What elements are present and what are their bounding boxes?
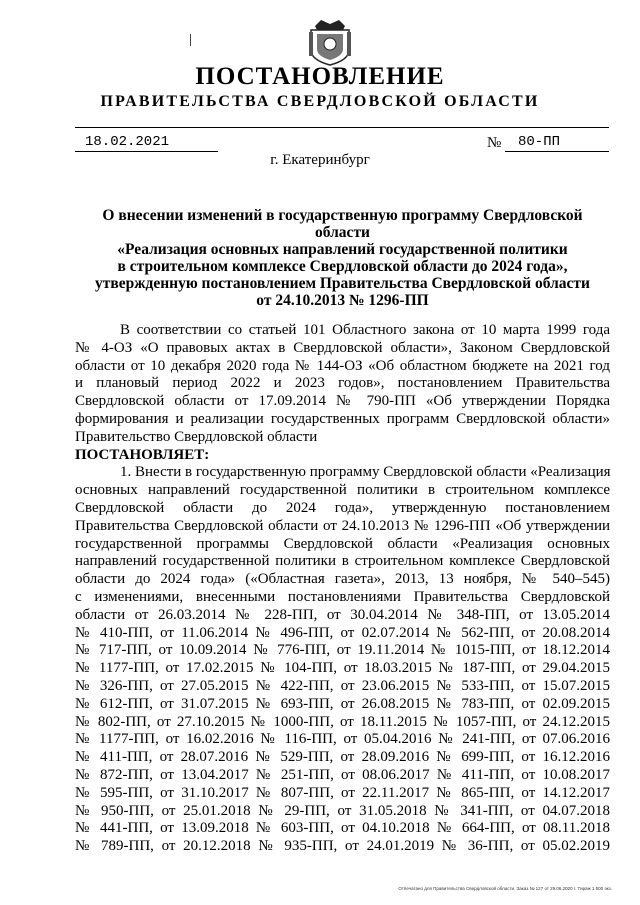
item-line: направлений государственной политики в строительном комплексе Свердловской <box>75 553 610 570</box>
item-line: области от 26.03.2014 № 228-ПП, от 30.04.2014 № 348-ПП, от 13.05.2014 <box>75 606 610 623</box>
coat-of-arms-emblem <box>307 16 353 66</box>
item-line: № 595-ПП, от 31.10.2017 № 807-ПП, от 22.11.2017 № 865-ПП, от 14.12.2017 <box>75 784 610 801</box>
preamble-line: области от 10 декабря 2020 года № 144-ОЗ «Об областном бюджете на 2021 год <box>75 357 610 374</box>
item-line: № 612-ПП, от 31.07.2015 № 693-ПП, от 26.08.2015 № 783-ПП, от 02.09.2015 <box>75 695 610 712</box>
title-line: «Реализация основных направлений государственной политики <box>117 241 568 258</box>
city: г. Екатеринбург <box>270 152 370 168</box>
document-body <box>75 322 610 856</box>
preamble-line: Правительство Свердловской области <box>75 428 318 445</box>
item-line: № 326-ПП, от 27.05.2015 № 422-ПП, от 23.06.2015 № 533-ПП, от 15.07.2015 <box>75 677 610 694</box>
document-date: 18.02.2021 <box>85 134 170 150</box>
item-line: с изменениями, внесенными постановлениями Правительства Свердловской <box>75 588 610 605</box>
preamble-line: и плановый период 2022 и 2023 годов», постановлением Правительства <box>75 375 610 392</box>
item-line: Свердловской области до 2024 года», утвержденную постановлением <box>75 499 610 516</box>
item-line: основных направлений государственной политики в строительном комплексе <box>75 482 610 499</box>
title-line: утвержденную постановлением Правительства Свердловской области <box>95 275 590 292</box>
margin-mark <box>190 34 191 46</box>
item-line: области до 2024 года» («Областная газета», 2013, 13 ноября, № 540–545) <box>75 571 610 588</box>
document-title <box>75 207 610 309</box>
document-number: 80-ПП <box>518 134 561 150</box>
header-rule <box>75 127 609 128</box>
item-line: № 950-ПП, от 25.01.2018 № 29-ПП, от 31.05.2018 № 341-ПП, от 04.07.2018 <box>75 802 610 819</box>
item-line: № 410-ПП, от 11.06.2014 № 496-ПП, от 02.07.2014 № 562-ПП, от 20.08.2014 <box>75 624 610 641</box>
preamble-line: Свердловской области от 17.09.2014 № 790-ПП «Об утверждении Порядка <box>75 393 610 410</box>
print-footer: Отпечатано для Правительства Свердловской области. Заказ № 127 от 29.06.2020 г. Тираж 1 500 экз. <box>398 886 612 891</box>
item-line: № 872-ПП, от 13.04.2017 № 251-ПП, от 08.06.2017 № 411-ПП, от 10.08.2017 <box>75 766 610 783</box>
item-line: № 1177-ПП, от 16.02.2016 № 116-ПП, от 05.04.2016 № 241-ПП, от 07.06.2016 <box>75 731 610 748</box>
item-line: государственной программы Свердловской области «Реализация основных <box>75 535 610 552</box>
preamble-line: В соответствии со статьей 101 Областного закона от 10 марта 1999 года <box>120 322 610 338</box>
item-line: № 441-ПП, от 13.09.2018 № 603-ПП, от 04.10.2018 № 664-ПП, от 08.11.2018 <box>75 820 610 837</box>
title-line: от 24.10.2013 № 1296-ПП <box>256 292 429 309</box>
title-line: О внесении изменений в государственную программу Свердловской области <box>102 207 583 241</box>
item-line: № 802-ПП, от 27.10.2015 № 1000-ПП, от 18.11.2015 № 1057-ПП, от 24.12.2015 <box>75 713 610 730</box>
preamble-line: формирования и реализации государственных программ Свердловской области» <box>75 410 610 427</box>
preamble-line: № 4-ОЗ «О правовых актах в Свердловской области», Законом Свердловской <box>75 339 610 356</box>
title-line: в строительном комплексе Свердловской области до 2024 года», <box>117 258 568 275</box>
item-line: № 789-ПП, от 20.12.2018 № 935-ПП, от 24.01.2019 № 36-ПП, от 05.02.2019 <box>75 838 610 855</box>
item-line: Правительства Свердловской области от 24.10.2013 № 1296-ПП «Об утверждении <box>75 517 610 534</box>
decree-word: ПОСТАНОВЛЯЕТ: <box>75 446 210 463</box>
number-label: № <box>487 135 502 151</box>
item-line: № 717-ПП, от 10.09.2014 № 776-ПП, от 19.11.2014 № 1015-ПП, от 18.12.2014 <box>75 642 610 659</box>
issuer-heading: ПРАВИТЕЛЬСТВА СВЕРДЛОВСКОЙ ОБЛАСТИ <box>100 93 540 110</box>
document-type-heading: ПОСТАНОВЛЕНИЕ <box>195 63 445 90</box>
item-line: № 1177-ПП, от 17.02.2015 № 104-ПП, от 18.03.2015 № 187-ПП, от 29.04.2015 <box>75 660 610 677</box>
item-line: 1. Внести в государственную программу Свердловской области «Реализация <box>120 464 611 481</box>
item-line: № 411-ПП, от 28.07.2016 № 529-ПП, от 28.09.2016 № 699-ПП, от 16.12.2016 <box>75 749 610 766</box>
